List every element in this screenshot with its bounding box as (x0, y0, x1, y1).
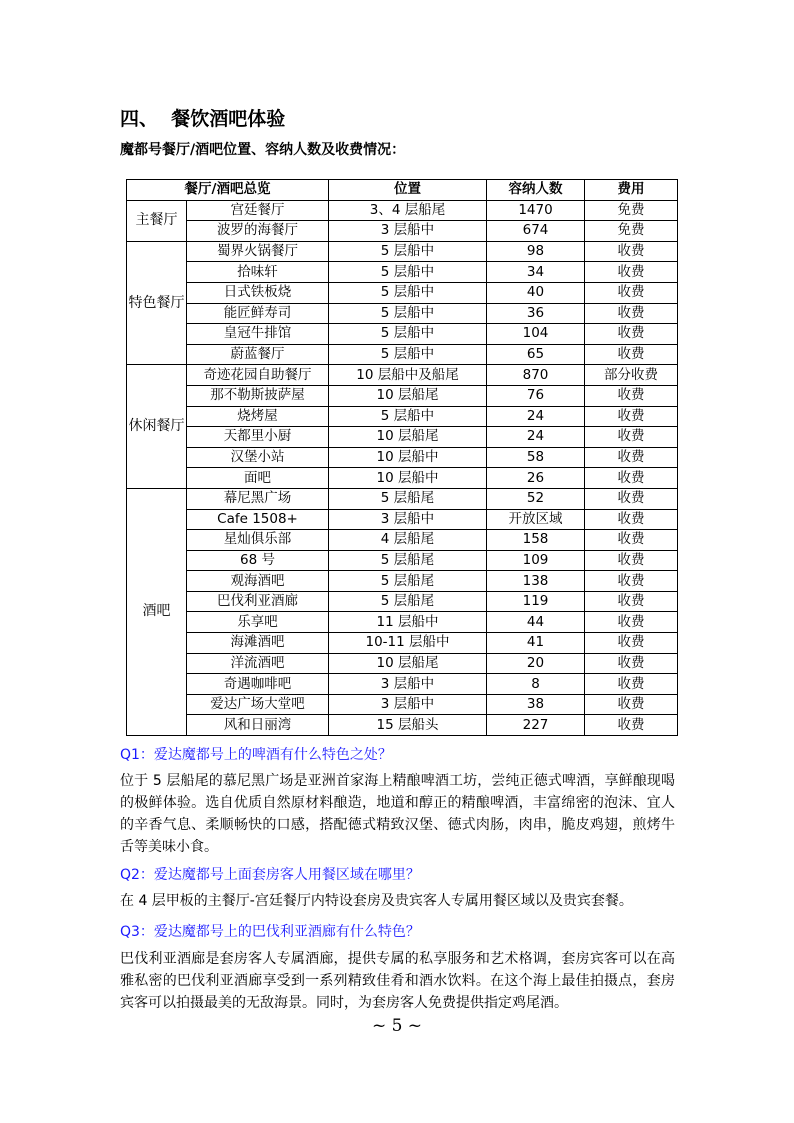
venue-name: 乐享吧 (187, 612, 329, 633)
venue-location: 10 层船中 (329, 468, 487, 489)
group-casual-dining: 休闲餐厅 (127, 365, 187, 489)
venue-name: 汉堡小站 (187, 447, 329, 468)
venue-capacity: 119 (487, 591, 585, 612)
table-caption: 魔都号餐厅/酒吧位置、容纳人数及收费情况： (120, 142, 406, 158)
venue-fee: 收费 (585, 468, 678, 489)
table-row (127, 385, 678, 406)
venue-location: 3、4 层船尾 (329, 200, 487, 221)
venue-location: 5 层船尾 (329, 550, 487, 571)
venue-location: 5 层船尾 (329, 571, 487, 592)
table-row (127, 282, 678, 303)
venue-capacity: 109 (487, 550, 585, 571)
venue-fee: 收费 (585, 262, 678, 283)
venue-capacity: 58 (487, 447, 585, 468)
venue-capacity: 158 (487, 530, 585, 551)
venue-name: 蔚蓝餐厅 (187, 344, 329, 365)
venue-fee: 部分收费 (585, 365, 678, 386)
group-bars: 酒吧 (127, 488, 187, 735)
venue-fee: 收费 (585, 324, 678, 345)
venue-fee: 收费 (585, 303, 678, 324)
venue-capacity: 36 (487, 303, 585, 324)
venue-fee: 收费 (585, 427, 678, 448)
group-main-dining: 主餐厅 (127, 200, 187, 241)
venue-fee: 收费 (585, 571, 678, 592)
venue-name: 星灿俱乐部 (187, 530, 329, 551)
venue-fee: 收费 (585, 674, 678, 695)
venue-name: 奇迹花园自助餐厅 (187, 365, 329, 386)
venue-location: 15 层船头 (329, 715, 487, 736)
table-row (127, 550, 678, 571)
venue-location: 5 层船中 (329, 303, 487, 324)
venue-name: 风和日丽湾 (187, 715, 329, 736)
venue-capacity: 41 (487, 633, 585, 654)
venue-capacity: 104 (487, 324, 585, 345)
table-row (127, 200, 678, 221)
table-row (127, 365, 678, 386)
venue-location: 10-11 层船中 (329, 633, 487, 654)
answer-3: 巴伐利亚酒廊是套房客人专属酒廊，提供专属的私享服务和艺术格调，套房宾客可以在高雅私密的巴伐利亚酒廊享受到一系列精致佳肴和酒水饮料。在这个海上最佳拍摄点，套房宾客可以拍摄最美的无敌海景。同时，为套房客人免费提供指定鸡尾酒。 (120, 951, 675, 1011)
venue-name: 日式铁板烧 (187, 282, 329, 303)
venue-location: 10 层船尾 (329, 653, 487, 674)
table-row (127, 674, 678, 695)
venue-name: 那不勒斯披萨屋 (187, 385, 329, 406)
header-location: 位置 (329, 180, 487, 201)
venue-fee: 收费 (585, 509, 678, 530)
table-row (127, 653, 678, 674)
group-specialty-dining: 特色餐厅 (127, 241, 187, 365)
venue-name: 波罗的海餐厅 (187, 221, 329, 242)
header-capacity: 容纳人数 (487, 180, 585, 201)
venue-capacity: 8 (487, 674, 585, 695)
venue-location: 5 层船中 (329, 241, 487, 262)
venue-capacity: 138 (487, 571, 585, 592)
venue-fee: 收费 (585, 715, 678, 736)
venue-capacity: 98 (487, 241, 585, 262)
venue-name: 海滩酒吧 (187, 633, 329, 654)
venue-capacity: 38 (487, 694, 585, 715)
venue-location: 4 层船尾 (329, 530, 487, 551)
venue-capacity: 65 (487, 344, 585, 365)
venue-fee: 收费 (585, 591, 678, 612)
venue-name: Cafe 1508+ (187, 509, 329, 530)
header-overview: 餐厅/酒吧总览 (127, 180, 329, 201)
table-row (127, 633, 678, 654)
answer-2: 在 4 层甲板的主餐厅-宫廷餐厅内特设套房及贵宾客人专属用餐区域以及贵宾套餐。 (120, 893, 633, 909)
venue-fee: 收费 (585, 530, 678, 551)
venue-capacity: 870 (487, 365, 585, 386)
table-row (127, 221, 678, 242)
table-row (127, 241, 678, 262)
venue-capacity: 开放区域 (487, 509, 585, 530)
venue-name: 面吧 (187, 468, 329, 489)
answer-1: 位于 5 层船尾的慕尼黑广场是亚洲首家海上精酿啤酒工坊，尝纯正德式啤酒，享鲜酿现喝的极鲜体验。选自优质自然原材料酿造，地道和醇正的精酿啤酒，丰富绵密的泡沫、宜人的辛香气息、柔顺畅快的口感，搭配德式精致汉堡、德式肉肠，肉串，脆皮鸡翅，煎烤牛舌等美味小食。 (120, 773, 675, 855)
venue-fee: 收费 (585, 550, 678, 571)
venue-location: 10 层船尾 (329, 427, 487, 448)
venue-fee: 收费 (585, 612, 678, 633)
venue-capacity: 20 (487, 653, 585, 674)
table-row (127, 447, 678, 468)
table-row (127, 344, 678, 365)
venue-capacity: 227 (487, 715, 585, 736)
venue-capacity: 44 (487, 612, 585, 633)
venue-name: 幕尼黑广场 (187, 488, 329, 509)
table-row (127, 406, 678, 427)
venue-fee: 收费 (585, 633, 678, 654)
venue-fee: 免费 (585, 200, 678, 221)
venue-capacity: 34 (487, 262, 585, 283)
venue-location: 5 层船中 (329, 282, 487, 303)
venue-fee: 收费 (585, 488, 678, 509)
venue-capacity: 24 (487, 427, 585, 448)
venue-fee: 收费 (585, 694, 678, 715)
question-3: Q3：爱达魔都号上的巴伐利亚酒廊有什么特色？ (120, 924, 420, 940)
venue-name: 宫廷餐厅 (187, 200, 329, 221)
question-2: Q2：爱达魔都号上面套房客人用餐区域在哪里？ (120, 867, 420, 883)
header-fee: 费用 (585, 180, 678, 201)
venue-capacity: 674 (487, 221, 585, 242)
venue-fee: 免费 (585, 221, 678, 242)
venue-location: 5 层船尾 (329, 591, 487, 612)
venue-fee: 收费 (585, 653, 678, 674)
table-row (127, 530, 678, 551)
venue-location: 5 层船中 (329, 344, 487, 365)
venue-capacity: 52 (487, 488, 585, 509)
venue-location: 5 层船中 (329, 262, 487, 283)
venue-capacity: 26 (487, 468, 585, 489)
venue-location: 5 层船尾 (329, 488, 487, 509)
venue-location: 11 层船中 (329, 612, 487, 633)
venue-location: 3 层船中 (329, 509, 487, 530)
table-row (127, 303, 678, 324)
venue-name: 烧烤屋 (187, 406, 329, 427)
venue-capacity: 24 (487, 406, 585, 427)
table-row (127, 509, 678, 530)
table-row (127, 715, 678, 736)
venue-location: 3 层船中 (329, 221, 487, 242)
table-row (127, 427, 678, 448)
venue-fee: 收费 (585, 282, 678, 303)
question-1: Q1：爱达魔都号上的啤酒有什么特色之处？ (120, 747, 392, 763)
venue-name: 皇冠牛排馆 (187, 324, 329, 345)
venue-name: 拾味轩 (187, 262, 329, 283)
venue-capacity: 1470 (487, 200, 585, 221)
venue-location: 10 层船中 (329, 447, 487, 468)
venue-location: 10 层船中及船尾 (329, 365, 487, 386)
venue-location: 5 层船中 (329, 324, 487, 345)
venue-name: 巴伐利亚酒廊 (187, 591, 329, 612)
table-row (127, 262, 678, 283)
venue-location: 3 层船中 (329, 694, 487, 715)
venue-fee: 收费 (585, 385, 678, 406)
table-row (127, 694, 678, 715)
venue-fee: 收费 (585, 344, 678, 365)
table-row (127, 324, 678, 345)
table-row (127, 488, 678, 509)
venue-name: 蜀界火锅餐厅 (187, 241, 329, 262)
dining-table (126, 179, 678, 736)
section-title: 四、 餐饮酒吧体验 (120, 108, 286, 130)
venue-location: 3 层船中 (329, 674, 487, 695)
table-row (127, 591, 678, 612)
venue-name: 奇遇咖啡吧 (187, 674, 329, 695)
table-row (127, 571, 678, 592)
venue-location: 10 层船尾 (329, 385, 487, 406)
table-row (127, 612, 678, 633)
venue-fee: 收费 (585, 447, 678, 468)
venue-capacity: 40 (487, 282, 585, 303)
venue-capacity: 76 (487, 385, 585, 406)
venue-name: 68 号 (187, 550, 329, 571)
venue-name: 洋流酒吧 (187, 653, 329, 674)
table-row (127, 468, 678, 489)
venue-name: 能匠鲜寿司 (187, 303, 329, 324)
venue-location: 5 层船中 (329, 406, 487, 427)
page-number: ~ 5 ~ (371, 1016, 423, 1036)
venue-name: 天都里小厨 (187, 427, 329, 448)
venue-name: 观海酒吧 (187, 571, 329, 592)
venue-fee: 收费 (585, 406, 678, 427)
table-header-row (127, 180, 678, 201)
venue-name: 爱达广场大堂吧 (187, 694, 329, 715)
venue-fee: 收费 (585, 241, 678, 262)
